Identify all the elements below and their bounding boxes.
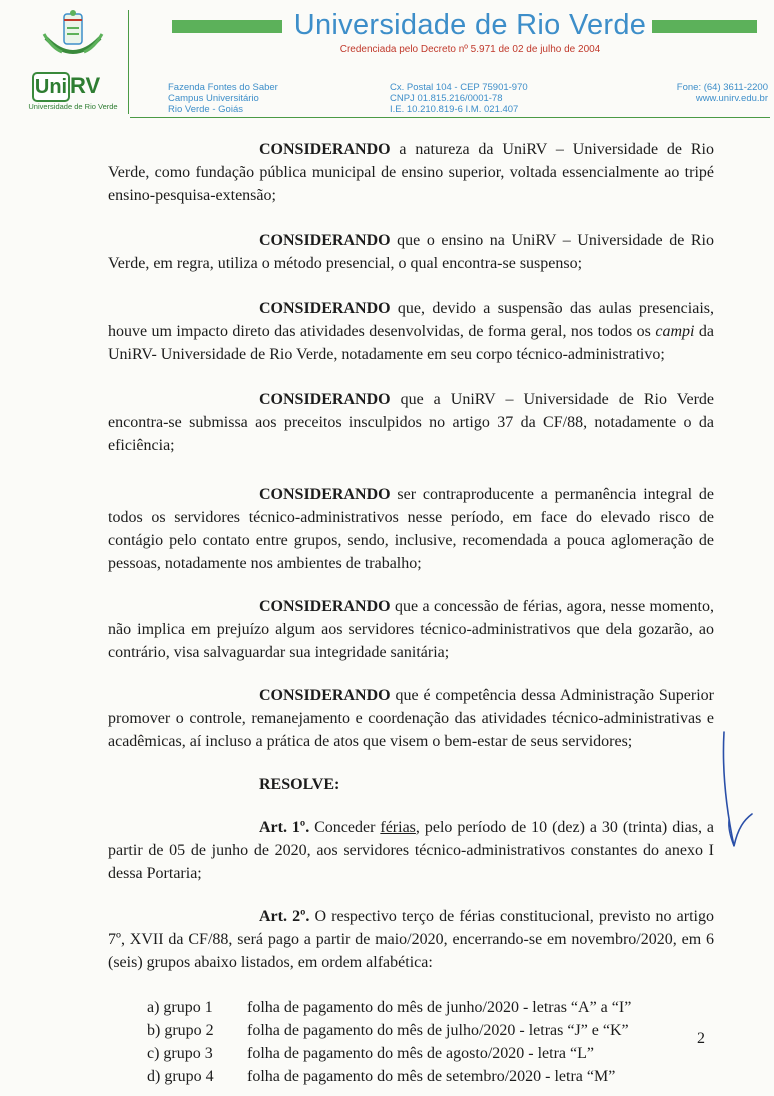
payment-groups-list: [108, 996, 714, 1088]
header-bar-right: [652, 20, 757, 33]
logo-rv-text: RV: [70, 73, 101, 98]
considerando-paragraph: [108, 138, 714, 207]
list-item: [108, 1065, 714, 1088]
resolve-heading: RESOLVE:: [259, 776, 340, 793]
decree-line: Credenciada pelo Decreto nº 5.971 de 02 de julho de 2004: [339, 44, 601, 55]
group-text: folha de pagamento do mês de setembro/2020 - letra “M”: [247, 1068, 616, 1085]
list-item: [108, 1042, 714, 1065]
keyword: CONSIDERANDO: [259, 598, 391, 615]
letterhead: [0, 0, 774, 124]
considerando-paragraph: [108, 229, 714, 275]
address-column-registry: [390, 82, 528, 115]
address-column-contact: [640, 82, 768, 104]
group-label: c) grupo 3: [147, 1045, 213, 1062]
website-line: www.unirv.edu.br: [695, 93, 768, 104]
considerando-paragraph: [108, 297, 714, 366]
list-item: [108, 1019, 714, 1042]
handwritten-arrow-mark: [716, 728, 756, 858]
group-text: folha de pagamento do mês de junho/2020 - letras “A” a “I”: [247, 999, 632, 1016]
paragraph-text: que o ensino na UniRV – Universidade de Rio Verde, em regra, utiliza o método presencial, o qual encontra-se suspenso;: [108, 232, 714, 272]
keyword: CONSIDERANDO: [259, 486, 391, 503]
considerando-paragraph: [108, 388, 714, 457]
underlined-term: férias: [380, 819, 416, 836]
phone-line: Fone: (64) 3611-2200: [676, 82, 768, 93]
paragraph-text: que a UniRV – Universidade de Rio Verde encontra-se submissa aos preceitos insculpidos no artigo 37 da CF/88, notadamente o da eficiência;: [108, 391, 714, 454]
logo-uni-text: Uni: [32, 72, 70, 102]
university-title: Universidade de Rio Verde: [293, 9, 647, 41]
keyword: CONSIDERANDO: [259, 687, 391, 704]
address-column-campus: [168, 82, 278, 115]
keyword: CONSIDERANDO: [259, 232, 391, 249]
article-text: Conceder: [309, 819, 381, 836]
group-label: a) grupo 1: [147, 999, 213, 1016]
group-label: b) grupo 2: [147, 1022, 214, 1039]
header-vertical-divider: [128, 10, 129, 114]
keyword: CONSIDERANDO: [259, 391, 391, 408]
address-line: I.E. 10.210.819-6 I.M. 021.407: [390, 104, 519, 115]
group-text: folha de pagamento do mês de agosto/2020 - letra “L”: [247, 1045, 594, 1062]
considerando-paragraph: [108, 684, 714, 753]
group-text: folha de pagamento do mês de julho/2020 - letras “J” e “K”: [247, 1022, 629, 1039]
paragraph-text: a natureza da UniRV – Universidade de Rio Verde, como fundação pública municipal de ensino superior, voltada essencialmente ao tripé ensino-pesquisa-extensão;: [108, 141, 714, 204]
address-line: Rio Verde - Goiás: [168, 104, 243, 115]
list-item: [108, 996, 714, 1019]
document-body: [108, 138, 714, 1088]
header-bar-left: [172, 20, 282, 33]
page-number: 2: [697, 1030, 705, 1047]
article-text: O respectivo terço de férias constitucional, previsto no artigo 7º, XVII da CF/88, será pago a partir de maio/2020, encerrando-se em novembro/2020, em 6 (seis) grupos abaixo listados, em ordem alfabética:: [108, 908, 714, 971]
italic-term: campi: [655, 323, 695, 340]
considerando-paragraph: [108, 595, 714, 664]
address-line: Cx. Postal 104 - CEP 75901-970: [390, 82, 528, 93]
paragraph-text: que a concessão de férias, agora, nesse momento, não implica em prejuízo algum aos servidores técnico-administrativos que dela gozarão, ao contrário, visa salvaguardar sua integridade sanitária;: [108, 598, 714, 661]
unirv-logo: [18, 72, 123, 110]
keyword: CONSIDERANDO: [259, 300, 391, 317]
logo-subtitle: Universidade de Rio Verde: [28, 102, 118, 111]
article-text: , pelo período de 10 (dez) a 30 (trinta) dias, a partir de 05 de junho de 2020, aos servidores técnico-administrativos constantes do anexo I dessa Portaria;: [108, 819, 715, 882]
header-horizontal-divider: [130, 117, 770, 118]
paragraph-text: que, devido a suspensão das aulas presenciais, houve um impacto direto das atividades desenvolvidas, de forma geral, nos todos os: [108, 300, 714, 340]
group-label: d) grupo 4: [147, 1068, 214, 1085]
article-2: [108, 905, 714, 974]
address-line: Fazenda Fontes do Saber: [168, 82, 278, 93]
university-crest-icon: [38, 8, 108, 60]
address-line: CNPJ 01.815.216/0001-78: [390, 93, 503, 104]
keyword: CONSIDERANDO: [259, 141, 391, 158]
paragraph-text: da UniRV- Universidade de Rio Verde, notadamente em seu corpo técnico-administrativo;: [108, 323, 714, 363]
address-line: Campus Universitário: [168, 93, 259, 104]
paragraph-text: ser contraproducente a permanência integral de todos os servidores técnico-administrativos nesse período, em face do elevado risco de contágio pelo contato entre grupos, sendo, inclusive, recomendada a pouca aglomeração de pessoas, notadamente nos ambientes de trabalho;: [108, 486, 714, 572]
article-1: [108, 816, 714, 885]
considerando-paragraph: [108, 483, 714, 575]
article-label: Art. 1º.: [259, 819, 310, 836]
article-label: Art. 2º.: [259, 908, 310, 925]
paragraph-text: que é competência dessa Administração Superior promover o controle, remanejamento e coordenação das atividades técnico-administrativas e acadêmicas, aí incluso a prática de atos que visem o bem-estar de seus servidores;: [108, 687, 714, 750]
